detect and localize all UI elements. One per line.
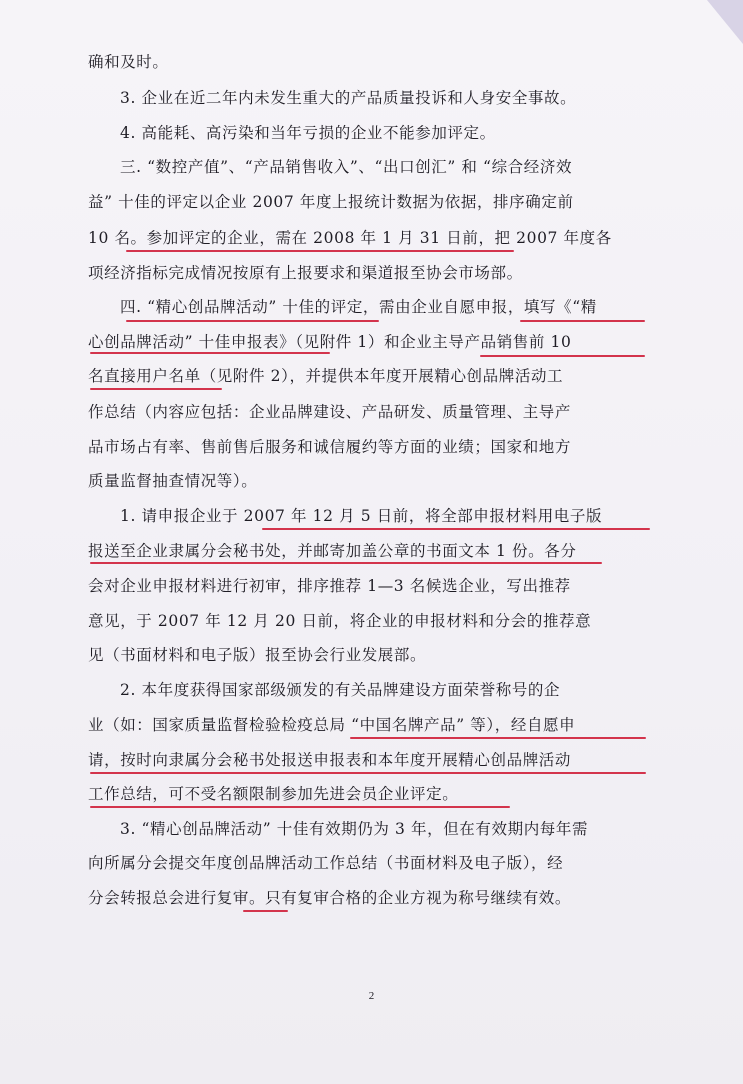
red-underline — [90, 806, 510, 808]
text-line: 品市场占有率、售前售后服务和诚信履约等方面的业绩；国家和地方 — [88, 438, 572, 456]
text-line: 益” 十佳的评定以企业 2007 年度上报统计数据为依据，排序确定前 — [88, 193, 574, 211]
text-line: 名直接用户名单（见附件 2），并提供本年度开展精心创品牌活动工 — [88, 367, 564, 385]
text-line: 4. 高能耗、高污染和当年亏损的企业不能参加评定。 — [120, 124, 496, 142]
text-line: 四. “精心创品牌活动” 十佳的评定，需由企业自愿申报，填写《“精 — [120, 298, 597, 316]
text-line: 意见，于 2007 年 12 月 20 日前，将企业的申报材料和分会的推荐意 — [88, 612, 592, 630]
red-underline — [262, 528, 650, 530]
text-line: 报送至企业隶属分会秘书处，并邮寄加盖公章的书面文本 1 份。各分 — [88, 542, 577, 560]
text-line: 确和及时。 — [88, 53, 169, 71]
text-line: 3. “精心创品牌活动” 十佳有效期仍为 3 年，但在有效期内每年需 — [120, 820, 589, 838]
red-underline — [480, 355, 645, 357]
text-line: 会对企业申报材料进行初审，排序推荐 1—3 名候选企业，写出推荐 — [88, 577, 571, 595]
text-line: 质量监督抽查情况等）。 — [88, 472, 258, 490]
page-number: 2 — [368, 990, 375, 1002]
text-line: 心创品牌活动” 十佳申报表》（见附件 1）和企业主导产品销售前 10 — [88, 333, 572, 351]
text-line: 项经济指标完成情况按原有上报要求和渠道报至协会市场部。 — [88, 264, 523, 282]
red-underline — [520, 320, 645, 322]
red-underline — [126, 320, 379, 322]
text-line: 作总结（内容应包括：企业品牌建设、产品研发、质量管理、主导产 — [88, 403, 572, 421]
red-underline — [243, 910, 288, 912]
red-underline — [90, 388, 222, 390]
text-line: 分会转报总会进行复审。只有复审合格的企业方视为称号继续有效。 — [88, 889, 572, 907]
text-line: 1. 请申报企业于 2007 年 12 月 5 日前，将全部申报材料用电子版 — [120, 507, 603, 525]
page-corner-fold — [707, 0, 743, 44]
red-underline — [126, 250, 514, 252]
text-line: 向所属分会提交年度创品牌活动工作总结（书面材料及电子版），经 — [88, 854, 564, 872]
text-line: 见（书面材料和电子版）报至协会行业发展部。 — [88, 646, 427, 664]
text-line: 10 名。参加评定的企业，需在 2008 年 1 月 31 日前，把 2007 年度各 — [88, 229, 612, 247]
red-underline — [350, 737, 646, 739]
red-underline — [90, 772, 646, 774]
text-line: 三. “数控产值”、“产品销售收入”、“出口创汇” 和 “综合经济效 — [120, 158, 573, 176]
text-line: 业（如：国家质量监督检验检疫总局 “中国名牌产品” 等），经自愿申 — [88, 716, 576, 734]
text-line: 工作总结，可不受名额限制参加先进会员企业评定。 — [88, 785, 459, 803]
text-line: 3. 企业在近二年内未发生重大的产品质量投诉和人身安全事故。 — [120, 89, 577, 107]
red-underline — [90, 562, 602, 564]
text-line: 2. 本年度获得国家部级颁发的有关品牌建设方面荣誉称号的企 — [120, 681, 561, 699]
text-line: 请，按时向隶属分会秘书处报送申报表和本年度开展精心创品牌活动 — [88, 751, 572, 769]
red-underline — [90, 352, 330, 354]
